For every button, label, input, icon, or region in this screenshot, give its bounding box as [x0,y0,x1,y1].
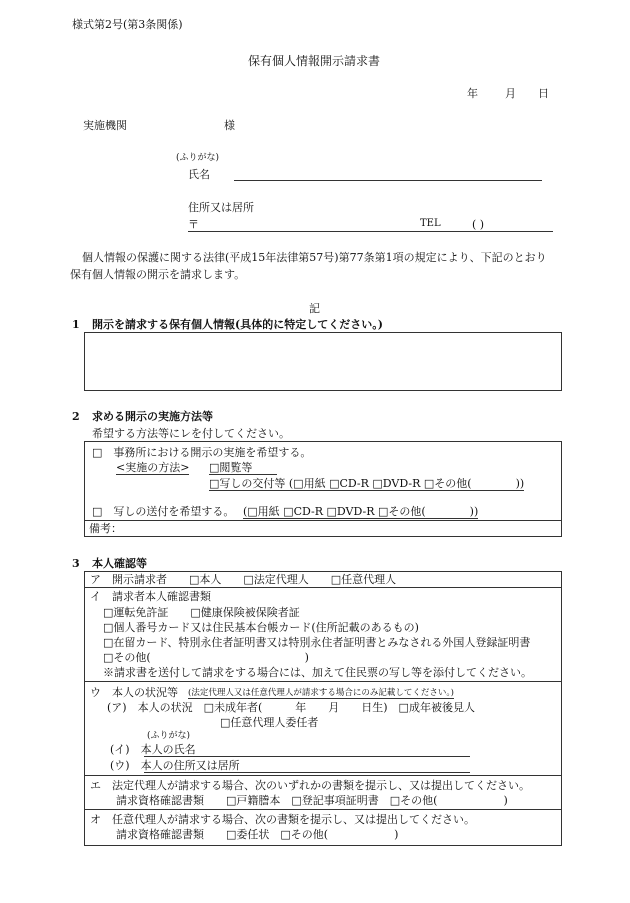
intro-line-2: 保有個人情報の開示を請求します。 [70,268,246,281]
mail-media[interactable]: (□用紙 □CD-R □DVD-R □その他( )) [243,505,479,518]
name-label: 氏名 [188,168,210,181]
tel-parens: ( ) [472,218,485,231]
section3-title: 本人確認等 [92,557,147,570]
status-title: ウ 本人の状況等 [90,686,178,699]
option-mail[interactable]: □ 写しの送付を希望する。 [92,505,235,518]
intro-line-1: 個人情報の保護に関する法律(平成15年法律第57号)第77条第1項の規定により、下記のとおり [82,251,547,264]
voluntary-rep-line2[interactable]: 請求資格確認書類 □委任状 □その他( ) [116,828,399,841]
page-title: 保有個人情報開示請求書 [248,54,381,68]
id-docs-note: ※請求書を送付して請求をする場合には、加えて住民票の写し等を添付してください。 [103,666,532,679]
legal-rep-line1: エ 法定代理人が請求する場合、次のいずれかの書類を提示し、又は提出してください。 [90,779,530,792]
method-label: <実施の方法> [116,461,190,474]
option-onsite[interactable]: □ 事務所における開示の実施を希望する。 [92,446,312,459]
tel-label: TEL [420,218,441,229]
section3-number: 3 [72,557,80,570]
status-line1[interactable]: (ア) 本人の状況 □未成年者( 年 月 日生) □成年被後見人 [107,701,475,714]
honorific: 様 [224,119,235,132]
divider-e [85,809,561,810]
ki-label: 記 [309,302,320,315]
requester-type-row[interactable]: ア 開示請求者 □本人 □法定代理人 □任意代理人 [90,573,397,586]
voluntary-rep-line1: オ 任意代理人が請求する場合、次の書類を提示し、又は提出してください。 [90,813,475,826]
form-number: 様式第2号(第3条関係) [72,18,183,31]
address-label: 住所又は居所 [188,201,254,214]
status-furigana: (ふりがな) [147,731,191,741]
id-docs-title: イ 請求者本人確認書類 [90,590,211,603]
section2-number: 2 [72,410,80,423]
method-view[interactable]: □閲覧等 [209,461,277,475]
divider-u [85,775,561,776]
section1-number: 1 [72,318,80,331]
principal-address-field[interactable] [144,772,470,773]
principal-address-label: (ウ) 本人の住所又は居所 [110,759,240,772]
agency-label: 実施機関 [83,119,127,132]
divider-i [85,681,561,682]
postal-mark: 〒 [188,218,199,231]
id-docs-line2[interactable]: □個人番号カード又は住民基本台帳カード(住所記載のあるもの) [103,621,419,634]
principal-name-label: (イ) 本人の氏名 [110,743,196,756]
divider-a [85,587,561,588]
section2-instruction: 希望する方法等にレを付してください。 [92,427,290,440]
id-docs-line4[interactable]: □その他( ) [103,651,309,664]
date-day: 日 [538,87,549,100]
date-month: 月 [505,87,516,100]
address-field[interactable] [188,231,553,232]
id-docs-line1[interactable]: □運転免許証 □健康保険被保険者証 [103,606,300,619]
method-copy[interactable]: □写しの交付等 (□用紙 □CD-R □DVD-R □その他( )) [209,477,525,490]
status-line2[interactable]: □任意代理人委任者 [220,716,319,729]
section1-title: 開示を請求する保有個人情報(具体的に特定してください。) [92,318,383,331]
status-note: (法定代理人又は任意代理人が請求する場合にのみ記載してください。) [188,688,454,698]
id-docs-line3[interactable]: □在留カード、特別永住者証明書又は特別永住者証明書とみなされる外国人登録証明書 [103,636,531,649]
principal-name-field[interactable] [144,756,470,757]
remarks-divider [85,520,561,521]
legal-rep-line2[interactable]: 請求資格確認書類 □戸籍謄本 □登記事項証明書 □その他( ) [116,794,508,807]
date-year: 年 [467,87,478,100]
info-specification-box[interactable] [84,332,562,391]
section2-title: 求める開示の実施方法等 [92,410,213,423]
name-field[interactable] [234,180,542,181]
remarks-label: 備考： [89,522,122,535]
furigana-label: (ふりがな) [176,153,220,163]
